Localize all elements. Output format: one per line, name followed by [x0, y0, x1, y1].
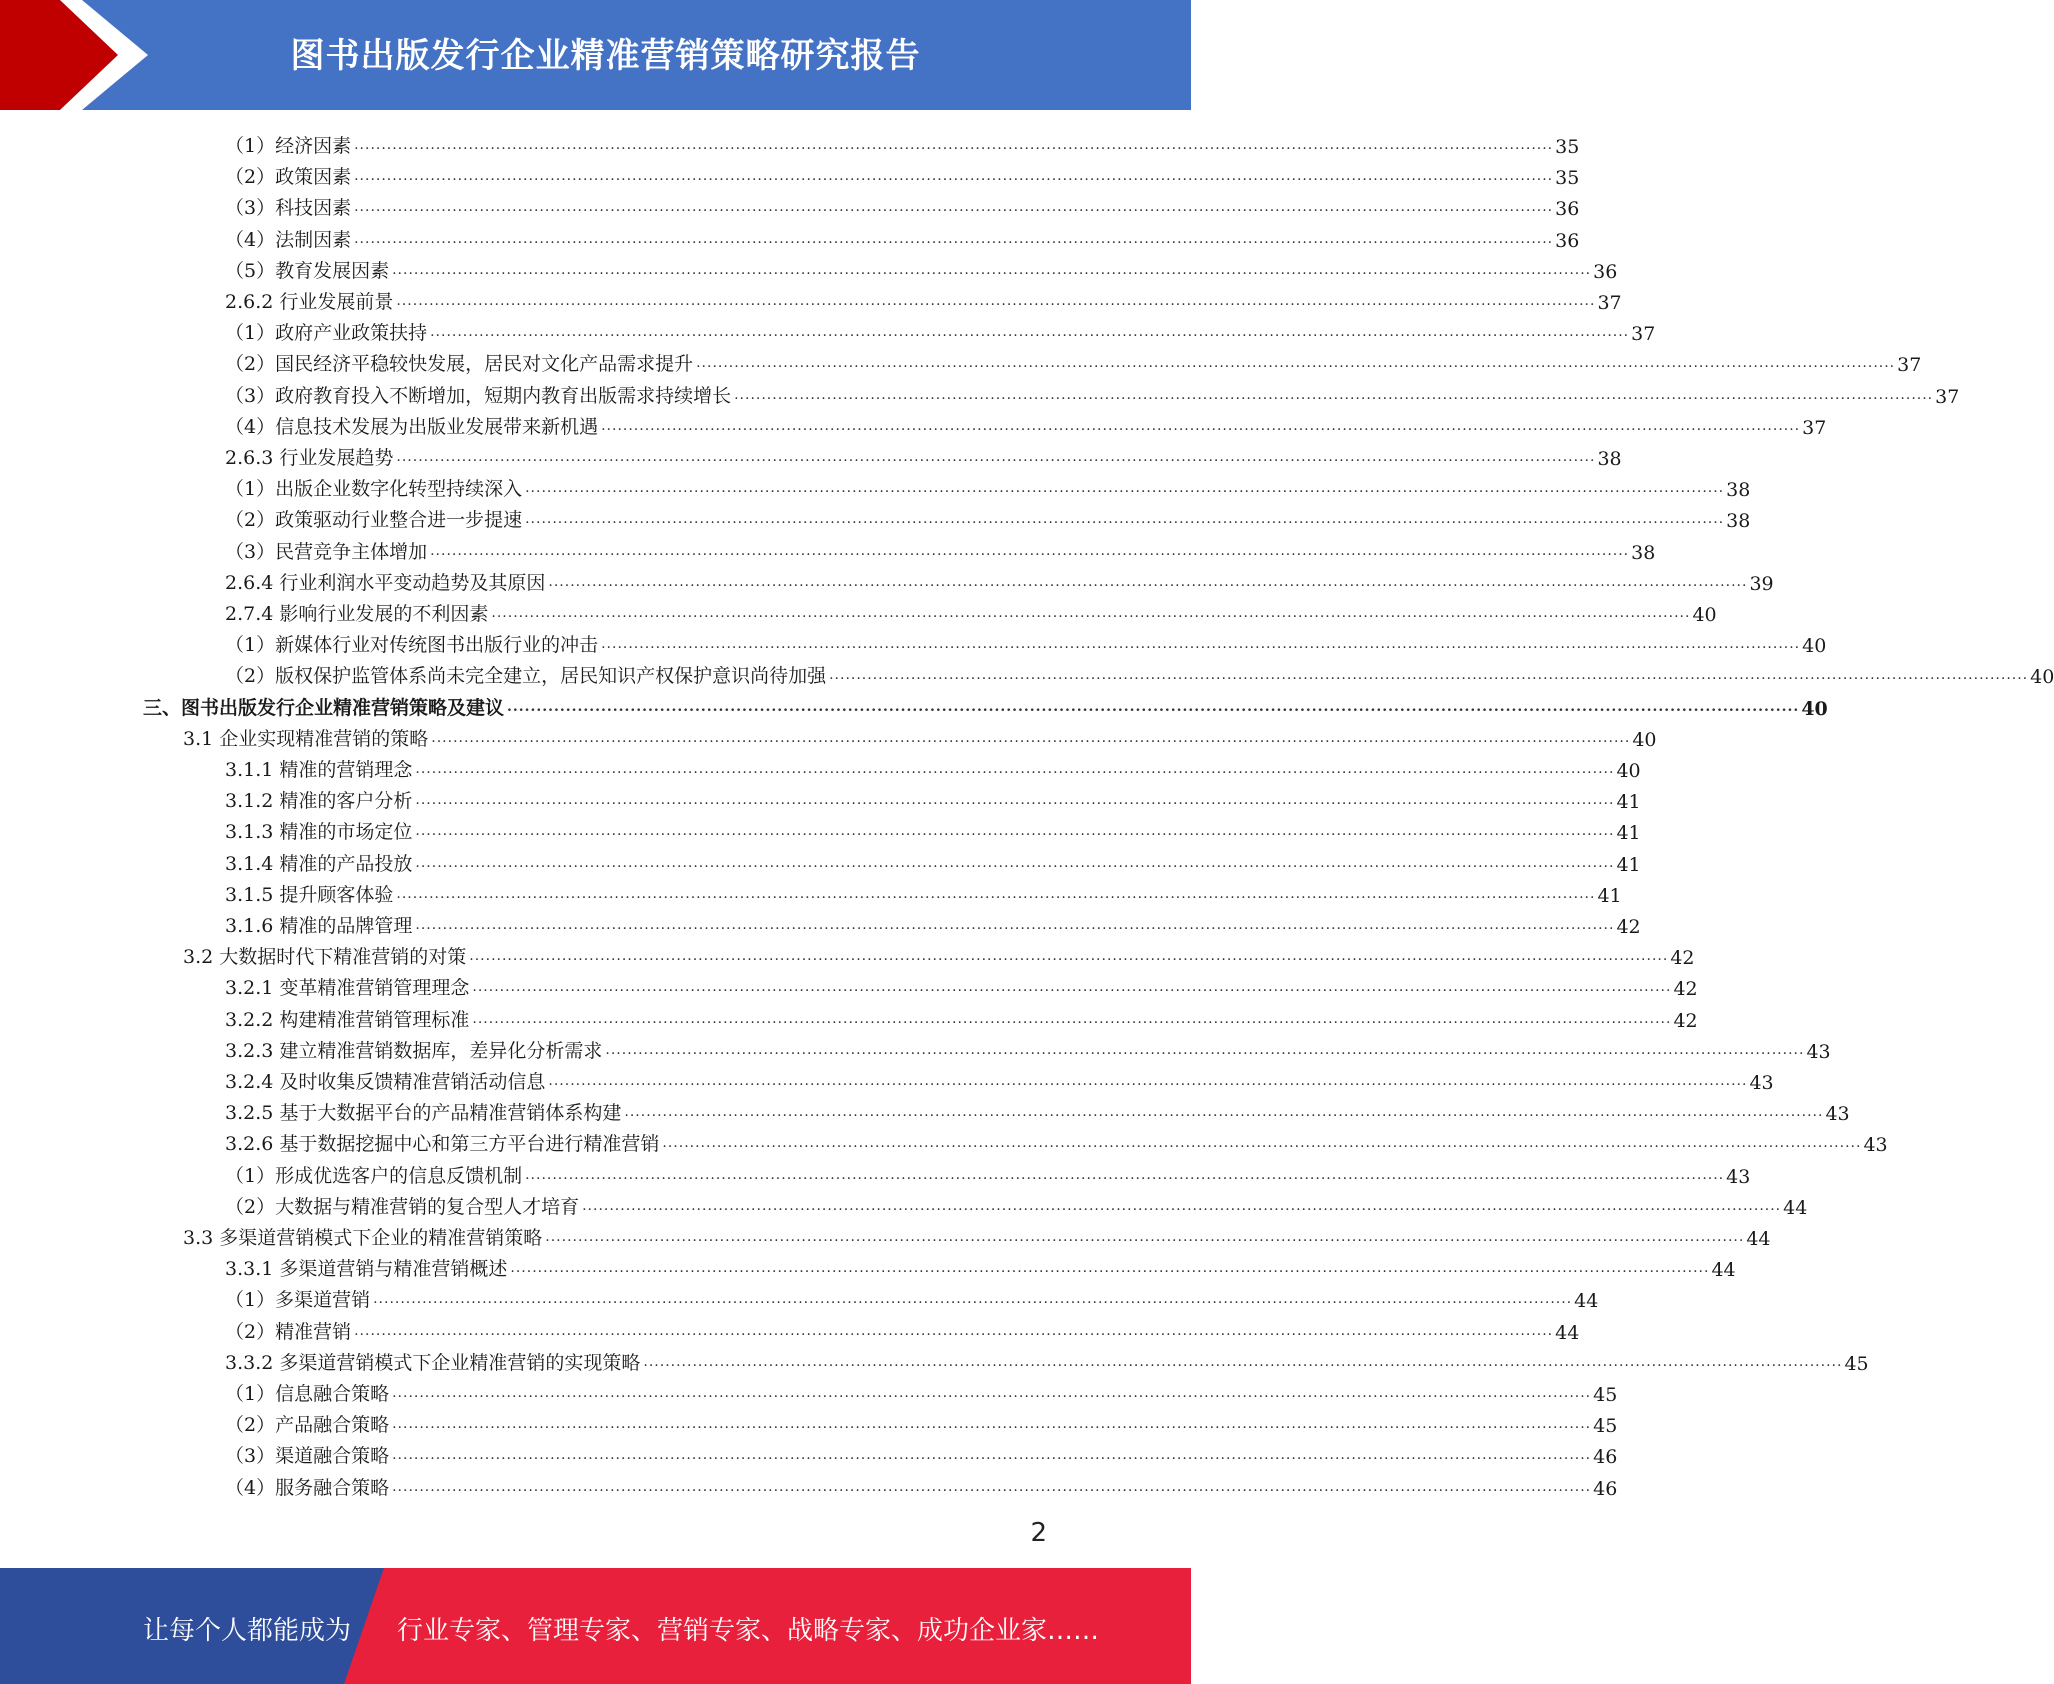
toc-entry-label: （2）精准营销 — [225, 1320, 352, 1343]
toc-dot-leader: ............................................................................................................................................................................................................................ — [415, 761, 1615, 777]
toc-entry[interactable] — [225, 1251, 1736, 1282]
toc-dot-leader: ............................................................................................................................................................................................................................ — [354, 230, 1554, 247]
toc-entry[interactable] — [225, 190, 1580, 221]
footer-slogan-left: 让每个人都能成为 — [143, 1616, 352, 1646]
toc-entry-page: 41 — [1616, 822, 1641, 845]
toc-entry-label: 3.2.5 基于大数据平台的产品精准营销体系构建 — [225, 1102, 622, 1125]
toc-entry[interactable] — [225, 814, 1641, 845]
toc-entry[interactable] — [225, 1126, 1888, 1157]
toc-entry[interactable] — [225, 1033, 1831, 1063]
toc-dot-leader: ............................................................................................................................................................................................................................ — [354, 168, 1554, 185]
page-footer — [0, 1568, 1191, 1684]
toc-entry-page: 42 — [1670, 947, 1695, 970]
toc-dot-leader: ............................................................................................................................................................................................................................ — [548, 1073, 1748, 1089]
toc-entry[interactable] — [183, 721, 1657, 751]
toc-dot-leader: ............................................................................................................................................................................................................................ — [431, 729, 1631, 746]
toc-entry-page: 46 — [1593, 1446, 1618, 1469]
toc-entry-page: 39 — [1749, 572, 1774, 595]
toc-entry-page: 36 — [1555, 198, 1580, 221]
toc-entry[interactable] — [225, 596, 1717, 626]
page-header — [0, 0, 1191, 110]
toc-dot-leader: ............................................................................................................................................................................................................................ — [354, 137, 1554, 153]
toc-entry-page: 38 — [1726, 479, 1751, 502]
toc-entry-page: 43 — [1806, 1040, 1831, 1063]
toc-entry-label: （1）政府产业政策扶持 — [225, 322, 428, 345]
toc-entry-label: （4）法制因素 — [225, 228, 352, 251]
toc-entry[interactable] — [225, 1438, 1618, 1469]
toc-entry-label: 3.3 多渠道营销模式下企业的精准营销策略 — [183, 1227, 543, 1249]
toc-entry[interactable] — [225, 159, 1580, 190]
toc-entry-label: 3.1.2 精准的客户分析 — [225, 790, 413, 813]
toc-entry-label: （4）服务融合策略 — [225, 1476, 390, 1499]
toc-dot-leader: ............................................................................................................................................................................................................................ — [472, 979, 1672, 996]
toc-entry-label: 3.2.6 基于数据挖掘中心和第三方平台进行精准营销 — [225, 1133, 660, 1156]
toc-entry[interactable] — [225, 253, 1618, 283]
toc-entry-page: 38 — [1631, 541, 1656, 564]
toc-entry[interactable] — [225, 1345, 1869, 1375]
toc-dot-leader: ............................................................................................................................................................................................................................ — [392, 261, 1592, 278]
toc-entry[interactable] — [225, 970, 1698, 1001]
toc-dot-leader: ............................................................................................................................................................................................................................ — [545, 1229, 1745, 1245]
toc-entry-label: 3.2.4 及时收集反馈精准营销活动信息 — [225, 1071, 546, 1093]
toc-dot-leader: ............................................................................................................................................................................................................................ — [601, 417, 1801, 434]
toc-entry[interactable] — [225, 658, 2054, 689]
toc-entry-page: 38 — [1726, 510, 1751, 533]
toc-entry[interactable] — [225, 284, 1622, 314]
toc-entry-page: 37 — [1597, 292, 1622, 314]
toc-entry[interactable] — [225, 752, 1641, 782]
toc-entry[interactable] — [225, 1189, 1808, 1219]
toc-entry-page: 43 — [1726, 1165, 1751, 1188]
toc-dot-leader: ............................................................................................................................................................................................................................ — [624, 1104, 1824, 1121]
toc-entry[interactable] — [225, 378, 1960, 408]
toc-entry[interactable] — [225, 128, 1580, 158]
toc-dot-leader: ............................................................................................................................................................................................................................ — [392, 1447, 1592, 1464]
toc-entry-page: 41 — [1616, 791, 1641, 814]
toc-entry-page: 35 — [1555, 136, 1580, 158]
toc-dot-leader: ............................................................................................................................................................................................................................ — [582, 1197, 1782, 1214]
toc-dot-leader: ............................................................................................................................................................................................................................ — [392, 1416, 1592, 1433]
toc-entry-page: 35 — [1555, 167, 1580, 190]
toc-dot-leader: ............................................................................................................................................................................................................................ — [601, 636, 1801, 653]
toc-dot-leader: ............................................................................................................................................................................................................................ — [525, 511, 1725, 528]
toc-dot-leader: ............................................................................................................................................................................................................................ — [354, 199, 1554, 216]
toc-dot-leader: ............................................................................................................................................................................................................................ — [829, 667, 2029, 684]
toc-entry-page: 40 — [2030, 666, 2054, 689]
toc-entry-page: 40 — [1616, 760, 1641, 782]
toc-entry-label: 3.3.1 多渠道营销与精准营销概述 — [225, 1258, 508, 1281]
toc-entry[interactable] — [183, 1220, 1771, 1250]
toc-dot-leader: ............................................................................................................................................................................................................................ — [392, 1385, 1592, 1401]
toc-dot-leader: ............................................................................................................................................................................................................................ — [430, 324, 1630, 341]
toc-entry-label: 2.6.3 行业发展趋势 — [225, 447, 394, 469]
toc-entry-label: 3.3.2 多渠道营销模式下企业精准营销的实现策略 — [225, 1351, 641, 1374]
toc-entry-page: 44 — [1746, 1228, 1771, 1250]
toc-entry-page: 44 — [1555, 1321, 1580, 1344]
toc-entry[interactable] — [225, 908, 1641, 938]
toc-entry-page: 43 — [1825, 1103, 1850, 1126]
toc-entry-label: （5）教育发展因素 — [225, 259, 390, 282]
toc-entry-label: （3）渠道融合策略 — [225, 1445, 390, 1468]
toc-entry[interactable] — [225, 222, 1580, 252]
toc-dot-leader: ............................................................................................................................................................................................................................ — [354, 1322, 1554, 1339]
toc-entry-page: 45 — [1844, 1352, 1869, 1375]
toc-entry-label: 三、图书出版发行企业精准营销策略及建议 — [143, 696, 505, 719]
toc-entry[interactable] — [225, 1095, 1850, 1126]
toc-entry[interactable] — [225, 315, 1656, 346]
toc-entry-page: 44 — [1711, 1259, 1736, 1282]
toc-entry[interactable] — [225, 1470, 1618, 1500]
toc-entry-page: 36 — [1593, 260, 1618, 283]
toc-dot-leader: ............................................................................................................................................................................................................................ — [734, 386, 1934, 403]
toc-entry-label: 3.1 企业实现精准营销的策略 — [183, 727, 429, 750]
toc-entry-label: （2）国民经济平稳较快发展，居民对文化产品需求提升 — [225, 353, 694, 376]
toc-entry-label: （2）政策因素 — [225, 166, 352, 189]
toc-entry-label: 2.6.4 行业利润水平变动趋势及其原因 — [225, 571, 546, 594]
toc-entry-label: （1）新媒体行业对传统图书出版行业的冲击 — [225, 634, 599, 657]
toc-entry-label: 3.1.3 精准的市场定位 — [225, 821, 413, 844]
toc-entry-label: （2）大数据与精准营销的复合型人才培育 — [225, 1195, 580, 1218]
toc-entry-label: （2）版权保护监管体系尚未完全建立，居民知识产权保护意识尚待加强 — [225, 665, 827, 688]
toc-dot-leader: ............................................................................................................................................................................................................................ — [469, 948, 1669, 965]
toc-entry-label: （1）形成优选客户的信息反馈机制 — [225, 1164, 523, 1187]
toc-entry-label: 3.2 大数据时代下精准营销的对策 — [183, 946, 467, 969]
toc-dot-leader: ............................................................................................................................................................................................................................ — [507, 698, 1800, 715]
toc-dot-leader: ............................................................................................................................................................................................................................ — [643, 1353, 1843, 1370]
toc-entry-page: 37 — [1631, 323, 1656, 346]
toc-dot-leader: ............................................................................................................................................................................................................................ — [415, 792, 1615, 809]
toc-dot-leader: ............................................................................................................................................................................................................................ — [415, 854, 1615, 871]
toc-entry-page: 37 — [1897, 354, 1922, 377]
toc-entry[interactable] — [143, 690, 1828, 720]
toc-entry[interactable] — [225, 502, 1751, 533]
toc-entry-label: （2）产品融合策略 — [225, 1414, 390, 1437]
toc-entry-page: 44 — [1783, 1196, 1808, 1219]
toc-dot-leader: ............................................................................................................................................................................................................................ — [510, 1260, 1710, 1277]
toc-entry-page: 40 — [1801, 697, 1828, 720]
toc-entry-page: 42 — [1673, 978, 1698, 1001]
footer-slogan-right: 行业专家、管理专家、营销专家、战略专家、成功企业家…… — [397, 1616, 1100, 1646]
toc-entry-page: 42 — [1673, 1009, 1698, 1032]
toc-entry[interactable] — [225, 1314, 1580, 1344]
toc-entry-page: 43 — [1863, 1134, 1888, 1157]
toc-entry[interactable] — [225, 877, 1622, 907]
toc-entry[interactable] — [225, 846, 1641, 876]
toc-entry-label: （1）出版企业数字化转型持续深入 — [225, 478, 523, 501]
toc-entry-label: 3.1.6 精准的品牌管理 — [225, 915, 413, 937]
toc-entry-label: 3.1.5 提升顾客体验 — [225, 883, 394, 906]
toc-dot-leader: ............................................................................................................................................................................................................................ — [696, 355, 1896, 372]
toc-entry-label: （3）民营竞争主体增加 — [225, 540, 428, 563]
toc-entry-label: 2.7.4 影响行业发展的不利因素 — [225, 603, 489, 625]
toc-entry-page: 41 — [1597, 884, 1622, 907]
toc-entry-page: 45 — [1593, 1384, 1618, 1406]
toc-entry-page: 46 — [1593, 1477, 1618, 1500]
toc-entry-page: 37 — [1935, 385, 1960, 408]
toc-dot-leader: ............................................................................................................................................................................................................................ — [491, 605, 1691, 621]
toc-entry[interactable] — [225, 440, 1622, 470]
toc-dot-leader: ............................................................................................................................................................................................................................ — [662, 1135, 1862, 1152]
toc-entry[interactable] — [225, 1064, 1774, 1094]
toc-dot-leader: ............................................................................................................................................................................................................................ — [525, 480, 1725, 497]
toc-entry-page: 40 — [1802, 635, 1827, 658]
toc-dot-leader: ............................................................................................................................................................................................................................ — [472, 1010, 1672, 1027]
toc-entry-label: 3.1.4 精准的产品投放 — [225, 852, 413, 875]
toc-dot-leader: ............................................................................................................................................................................................................................ — [430, 542, 1630, 559]
toc-entry[interactable] — [225, 346, 1922, 377]
report-title: 图书出版发行企业精准营销策略研究报告 — [290, 36, 921, 76]
toc-entry[interactable] — [225, 534, 1656, 564]
toc-dot-leader: ............................................................................................................................................................................................................................ — [415, 823, 1615, 840]
toc-dot-leader: ............................................................................................................................................................................................................................ — [373, 1291, 1573, 1308]
toc-entry-page: 37 — [1802, 416, 1827, 439]
toc-entry[interactable] — [225, 565, 1774, 595]
toc-dot-leader: ............................................................................................................................................................................................................................ — [396, 293, 1596, 309]
toc-entry-page: 41 — [1616, 853, 1641, 876]
toc-entry-page: 40 — [1632, 728, 1657, 751]
toc-entry-label: 3.2.3 建立精准营销数据库，差异化分析需求 — [225, 1039, 603, 1062]
toc-dot-leader: ............................................................................................................................................................................................................................ — [548, 573, 1748, 590]
toc-entry[interactable] — [225, 1158, 1751, 1188]
toc-dot-leader: ............................................................................................................................................................................................................................ — [525, 1166, 1725, 1183]
toc-entry-label: 2.6.2 行业发展前景 — [225, 291, 394, 313]
toc-entry-label: （1）经济因素 — [225, 135, 352, 157]
toc-dot-leader: ............................................................................................................................................................................................................................ — [415, 917, 1615, 933]
toc-entry[interactable] — [225, 783, 1641, 814]
toc-entry-page: 40 — [1692, 604, 1717, 626]
toc-entry-label: （1）多渠道营销 — [225, 1289, 371, 1312]
toc-dot-leader: ............................................................................................................................................................................................................................ — [605, 1041, 1805, 1058]
toc-entry[interactable] — [183, 939, 1695, 970]
toc-entry[interactable] — [225, 471, 1751, 502]
toc-entry-label: 3.1.1 精准的营销理念 — [225, 759, 413, 781]
toc-entry-page: 42 — [1616, 916, 1641, 938]
toc-entry-label: （4）信息技术发展为出版业发展带来新机遇 — [225, 415, 599, 438]
toc-entry-label: （3）政府教育投入不断增加，短期内教育出版需求持续增长 — [225, 384, 732, 407]
toc-entry-page: 36 — [1555, 229, 1580, 252]
toc-entry[interactable] — [225, 1002, 1698, 1032]
toc-dot-leader: ............................................................................................................................................................................................................................ — [396, 885, 1596, 902]
toc-entry-label: （1）信息融合策略 — [225, 1383, 390, 1405]
toc-entry[interactable] — [225, 1376, 1618, 1406]
toc-entry[interactable] — [225, 1407, 1618, 1438]
page-number: 2 — [1030, 1518, 1047, 1548]
toc-entry-page: 45 — [1593, 1415, 1618, 1438]
toc-entry-label: 3.2.1 变革精准营销管理理念 — [225, 977, 470, 1000]
toc-entry-label: （2）政策驱动行业整合进一步提速 — [225, 509, 523, 532]
toc-dot-leader: ............................................................................................................................................................................................................................ — [396, 449, 1596, 465]
toc-entry-label: 3.2.2 构建精准营销管理标准 — [225, 1008, 470, 1031]
toc-entry[interactable] — [225, 1282, 1599, 1313]
toc-entry-page: 43 — [1749, 1072, 1774, 1094]
toc-dot-leader: ............................................................................................................................................................................................................................ — [392, 1478, 1592, 1495]
toc-entry-page: 44 — [1574, 1290, 1599, 1313]
toc-entry[interactable] — [225, 409, 1827, 439]
toc-entry-page: 38 — [1597, 448, 1622, 470]
toc-entry[interactable] — [225, 627, 1827, 658]
toc-entry-label: （3）科技因素 — [225, 197, 352, 220]
